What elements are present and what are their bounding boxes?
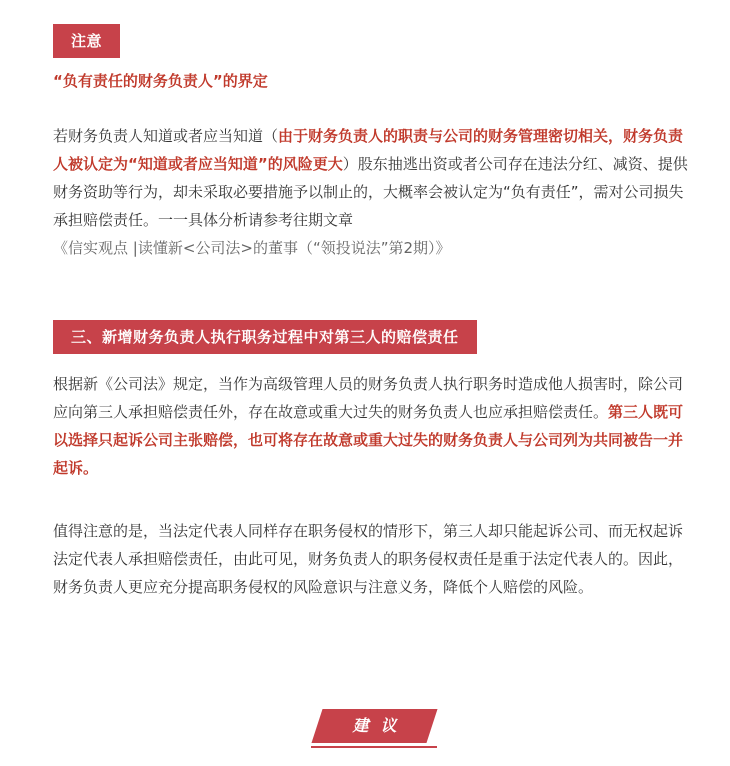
section-tag-third-party: 三、新增财务负责人执行职务过程中对第三人的赔偿责任	[53, 320, 477, 354]
paragraph-text: 根据新《公司法》规定，当作为高级管理人员的财务负责人执行职务时造成他人损害时，除公司应向第三人承担赔偿责任外，存在故意或重大过失的财务负责人也应承担赔偿责任。	[53, 375, 684, 421]
paragraph-text: 值得注意的是，当法定代表人同样存在职务侵权的情形下，第三人却只能起诉公司、而无权起诉法定代表人承担赔偿责任，由此可见，财务负责人的职务侵权责任是重于法定代表人的。因此，财务负责人更应充分提高职务侵权的风险意识与注意义务，降低个人赔偿的风险。	[53, 522, 684, 596]
paragraph-definition	[53, 122, 695, 262]
paragraph-comparison	[53, 517, 695, 601]
section-heading: “负有责任的财务负责人”的界定	[53, 72, 268, 90]
suggestion-tab-label: 建议	[352, 716, 409, 735]
paragraph-text: ）股东抽逃出资或者公司存在违法分红、减资、提供财务资助等行为，却未采取必要措施予以制止的，大概率会被认定为“负有责任”，需对公司损失承担赔偿责任。一一具体分析请参考往期文章	[53, 155, 688, 229]
paragraph-third-party	[53, 370, 695, 482]
section-tag-note: 注意	[53, 24, 120, 58]
paragraph-text: 若财务负责人知道或者应当知道（	[53, 127, 279, 145]
emphasis-text: 由于财务负责人的职责与公司的财务管理密切相关，财务负责人被认定为“知道或者应当知道”的风险更大	[53, 127, 684, 173]
emphasis-text: 第三人既可以选择只起诉公司主张赔偿，也可将存在故意或重大过失的财务负责人与公司列为共同被告一并起诉。	[53, 403, 684, 477]
article-link[interactable]: 《信实观点 |读懂新<公司法>的董事（“领投说法”第2期）》	[53, 239, 451, 257]
suggestion-underline	[311, 746, 437, 748]
section-tag-suggestion	[317, 705, 432, 751]
